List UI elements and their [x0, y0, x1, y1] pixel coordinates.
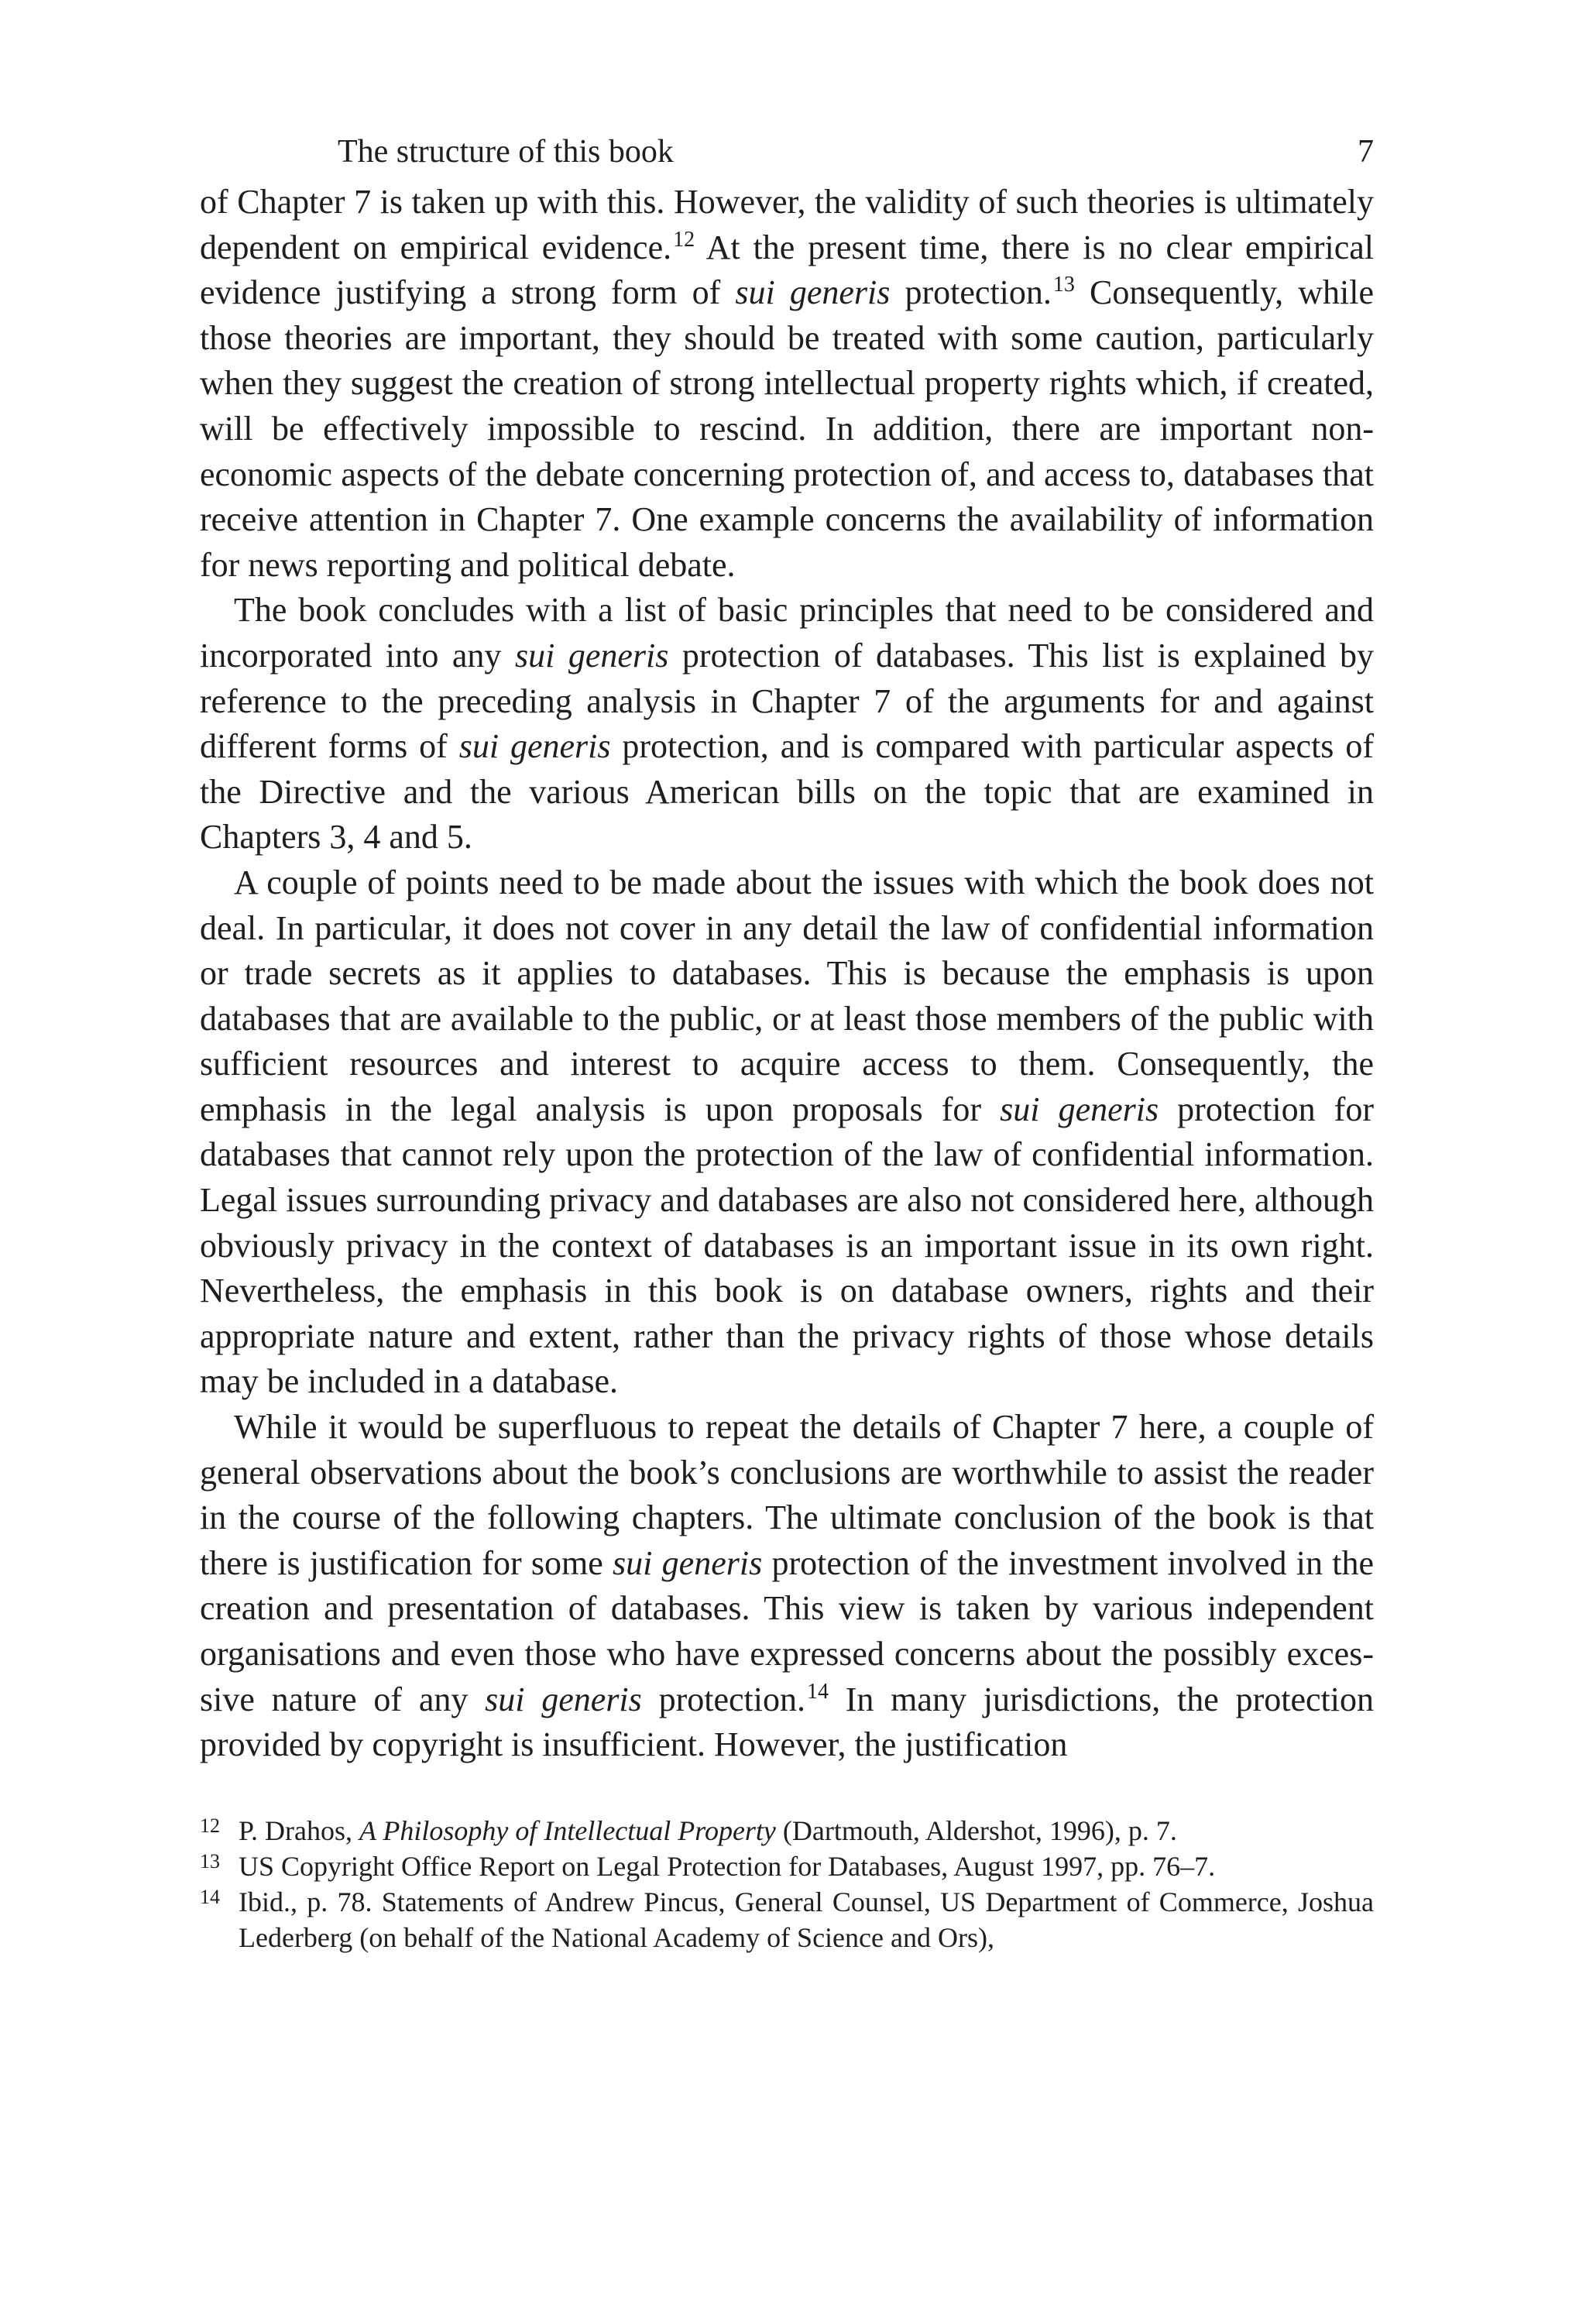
footnote-text: P. Drahos, A Philosophy of Intellectual Property (Dartmouth, Aldershot, 1996), p. 7. [239, 1814, 1177, 1846]
footnote-number: 14 [200, 1885, 220, 1908]
footnote [200, 1813, 1374, 1849]
italic-term: sui generis [735, 273, 891, 312]
paragraph: The book concludes with a list of basic principles that need to be considered and incorporated into any sui generis protection of databases. This list is explained by reference to the preceding analysis in Chapter 7 of the arguments for and against different forms of sui generis protection, and is compared with particular aspects of the Directive and the various American bills on the topic that are examined in Chapters 3, 4 and 5. [200, 591, 1374, 856]
footnote [200, 1884, 1374, 1955]
footnote-reference[interactable]: 13 [1052, 273, 1075, 297]
book-page [200, 124, 1374, 1955]
running-head [200, 124, 1374, 180]
paragraph: While it would be superfluous to repeat the details of Chapter 7 here, a couple of general observations about the book’s conclusions are worthwhile to assist the reader in the course of the following chapters. The ultimate conclusion of the book is that there is justification for some sui generis protection of the investment involved in the creation and presentation of databases. This view is taken by various independent organisations and even those who have expressed concerns about the possibly excessive nature of any sui generis protection.$^{14}$ In many jurisdictions, the protection provided by copyright is insufficient. However, the justification [200, 1408, 1374, 1764]
italic-term: sui generis [514, 636, 669, 675]
footnote [200, 1849, 1374, 1884]
running-head-title: The structure of this book [338, 134, 674, 170]
italic-term: sui generis [613, 1543, 763, 1582]
italic-term: A Philosophy of Intellectual Property [359, 1814, 776, 1846]
italic-term: sui generis [458, 727, 611, 766]
footnote-reference[interactable]: 14 [806, 1679, 829, 1704]
italic-term: sui generis [1000, 1090, 1159, 1128]
footnote-number: 12 [200, 1814, 220, 1837]
footnote-reference[interactable]: 12 [673, 227, 695, 252]
page-number: 7 [1358, 134, 1374, 170]
paragraph: of Chapter 7 is taken up with this. However, the validity of such theories is ultimately dependent on empirical evidence.$^{12}$ At the present time, there is no clear empirical evidence justifying a strong form of sui generis protection.$^{13}$ Consequently, while those theories are important, they should be treated with some caution, particularly when they suggest the creation of strong intellectual property rights which, if created, will be effectively impossible to rescind. In addition, there are important non-economic aspects of the debate concerning protection of, and access to, databases that receive attention in Chapter 7. One example concerns the availability of information for news reporting and political debate. [200, 183, 1375, 584]
paragraph: A couple of points need to be made about the issues with which the book does not deal. In particular, it does not cover in any detail the law of confidential information or trade secrets as it applies to databases. This is because the emphasis is upon databases that are available to the public, or at least those members of the public with sufficient resources and interest to acquire access to them. Consequently, the emphasis in the legal analysis is upon proposals for sui generis protection for databases that cannot rely upon the protection of the law of confidential information. Legal issues surrounding privacy and databases are also not considered here, although obviously privacy in the context of databases is an important issue in its own right. Nevertheless, the emphasis in this book is on database owners, rights and their appropriate nature and extent, rather than the privacy rights of those whose details may be included in a database. [200, 863, 1374, 1401]
footnote-number: 13 [200, 1849, 220, 1873]
body-text [200, 180, 1374, 1768]
italic-term: sui generis [485, 1680, 642, 1718]
footnote-text: Ibid., p. 78. Statements of Andrew Pincus, General Counsel, US Department of Commerce, Joshua Lederberg (on behalf of the National Academy of Science and Ors), [239, 1886, 1374, 1953]
footnotes [200, 1813, 1374, 1955]
footnote-text: US Copyright Office Report on Legal Protection for Databases, August 1997, pp. 76–7. [239, 1850, 1216, 1882]
